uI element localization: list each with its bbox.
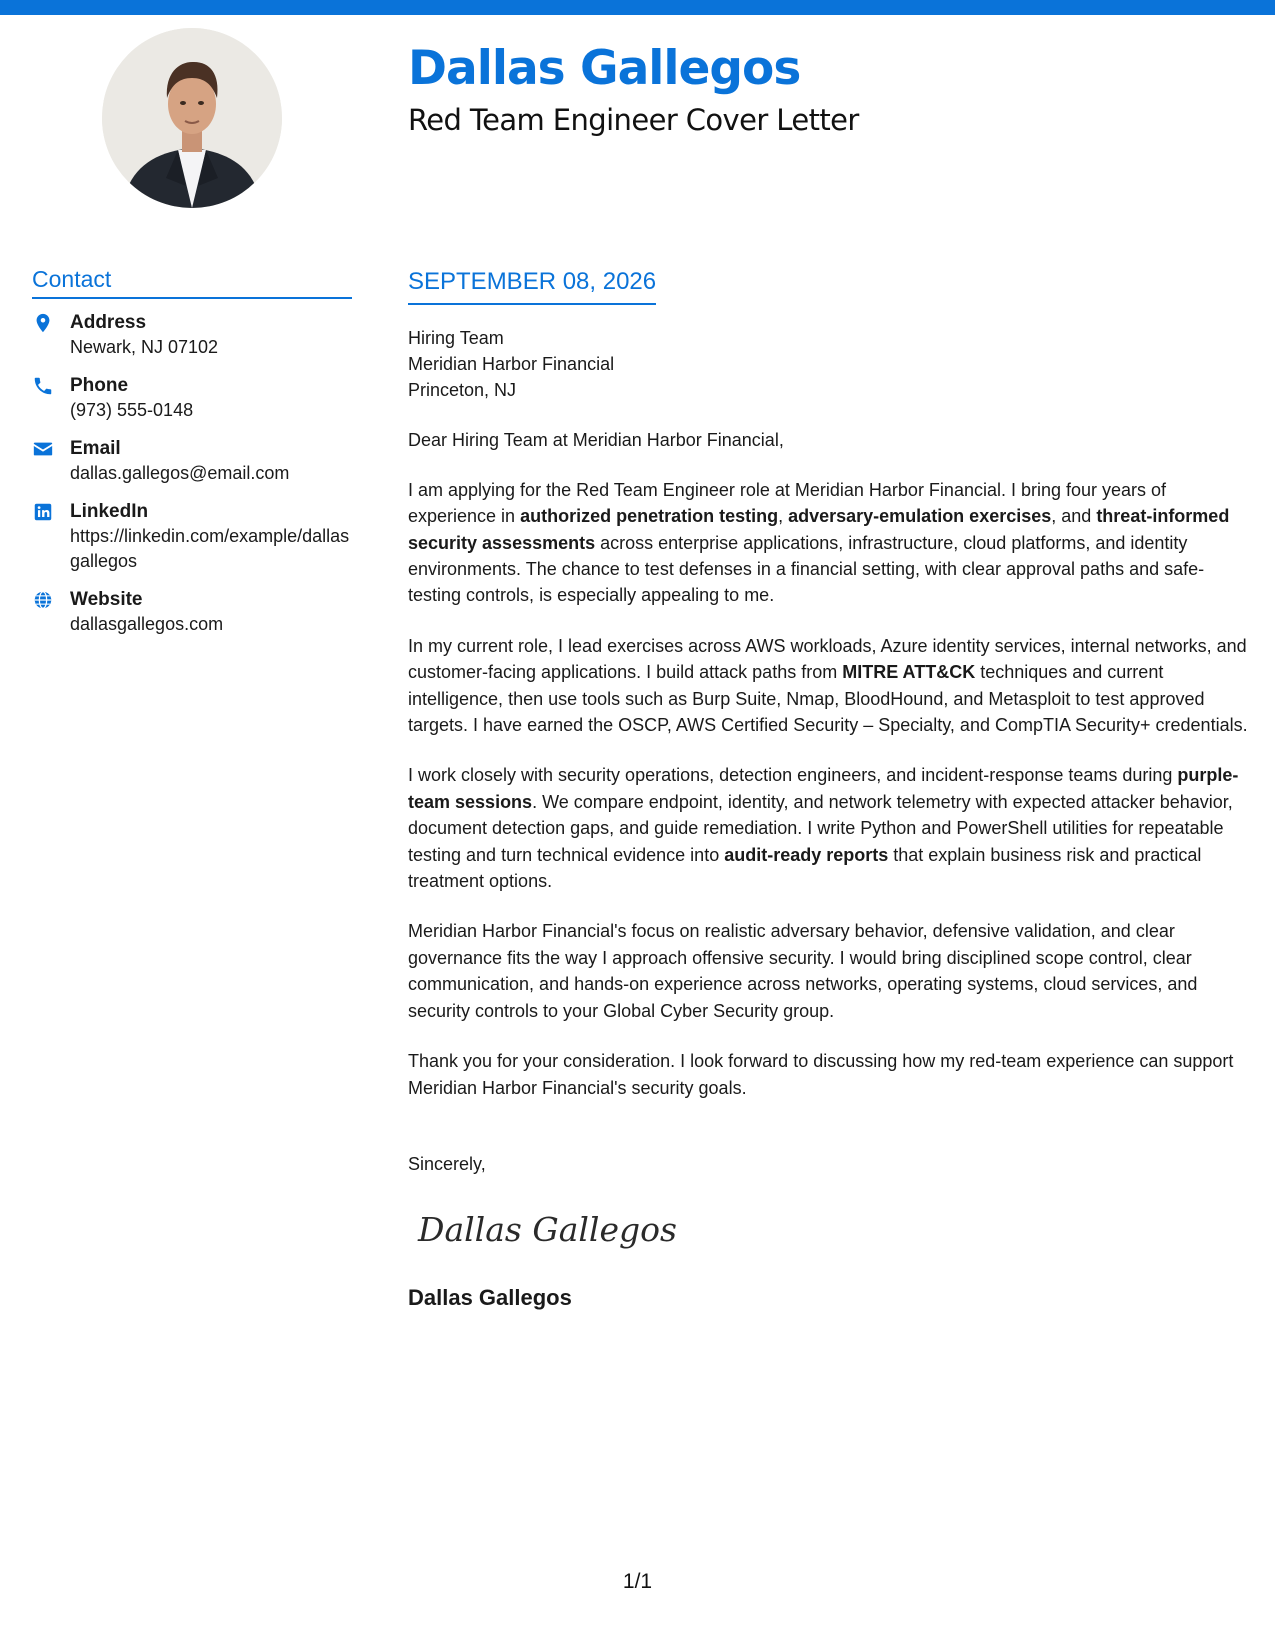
closing: Sincerely, (408, 1153, 486, 1174)
body-paragraph (408, 1048, 1253, 1101)
contact-label: Address (70, 311, 147, 333)
contact-heading: Contact (32, 265, 352, 299)
svg-text:Dallas Gallegos: Dallas Gallegos (418, 1209, 677, 1249)
contact-sidebar (32, 265, 352, 651)
emphasized-phrase: audit-ready reports (724, 844, 889, 865)
paragraph-text: , and (1051, 506, 1097, 527)
salutation: Dear Hiring Team at Meridian Harbor Financial, (408, 429, 784, 450)
website-value[interactable]: dallasgallegos.com (70, 613, 224, 634)
handwritten-signature (414, 1195, 684, 1259)
map-pin-icon (32, 312, 54, 334)
recipient-line: Hiring Team (408, 327, 504, 348)
contact-list (32, 311, 352, 637)
body-paragraph (408, 477, 1253, 609)
envelope-icon (32, 438, 54, 460)
recipient-line: Princeton, NJ (408, 379, 517, 400)
contact-item-phone (32, 374, 352, 423)
document-subtitle: Red Team Engineer Cover Letter (408, 103, 859, 137)
contact-item-email (32, 437, 352, 486)
recipient-line: Meridian Harbor Financial (408, 353, 615, 374)
emphasized-phrase: authorized penetration testing (520, 506, 779, 527)
emphasized-phrase: adversary-emulation exercises (788, 506, 1052, 527)
emphasized-phrase: MITRE ATT&CK (842, 662, 976, 683)
paragraph-text: Thank you for your consideration. I look forward to discussing how my red-team experience can support Meridian Harbor Financial's security goals. (408, 1051, 1234, 1098)
recipient-block (408, 325, 1253, 403)
contact-label: Phone (70, 374, 129, 396)
address-value: Newark, NJ 07102 (70, 336, 219, 357)
body-paragraph (408, 918, 1253, 1024)
paragraph-text: I am applying for the Red Team Engineer role at Meridian Harbor Financial. I bring four years of experience in (408, 479, 1167, 527)
contact-item-linkedin (32, 500, 352, 574)
paragraph-text: , (778, 506, 789, 527)
paragraph-text: techniques and current intelligence, then use tools such as Burp Suite, Nmap, BloodHound, and Metasploit to test approved targets. I have earned the OSCP, AWS Certified Security – Specialty, and CompTIA Security+ credentials. (408, 662, 1248, 736)
email-value[interactable]: dallas.gallegos@email.com (70, 462, 290, 483)
emphasized-phrase: threat-informed security assessments (408, 506, 1230, 553)
contact-label: Website (70, 588, 143, 610)
paragraph-text: across enterprise applications, infrastructure, cloud platforms, and identity environments. The chance to test defenses in a financial setting, with clear approval paths and safe-testing controls, is especially appealing to me. (408, 532, 1205, 606)
body-paragraph (408, 633, 1253, 739)
letter-body (408, 268, 1253, 1311)
phone-value[interactable]: (973) 555-0148 (70, 399, 194, 420)
contact-item-website (32, 588, 352, 637)
emphasized-phrase: purple-team sessions (408, 765, 1239, 812)
page-number: 1/1 (622, 1570, 653, 1593)
contact-label: LinkedIn (70, 500, 149, 522)
profile-photo (102, 28, 282, 208)
contact-label: Email (70, 437, 121, 459)
paragraph-text: I work closely with security operations, detection engineers, and incident-response teams during (408, 765, 1178, 786)
body-paragraph (408, 762, 1253, 894)
paragraph-text: Meridian Harbor Financial's focus on realistic adversary behavior, defensive validation, and clear governance fits the way I approach offensive security. I would bring disciplined scope control, clear communication, and hands-on experience across networks, operating systems, cloud services, and security controls to your Global Cyber Security group. (408, 921, 1198, 1021)
signer-name: Dallas Gallegos (408, 1284, 572, 1310)
applicant-name: Dallas Gallegos (408, 41, 801, 96)
paragraph-text: . We compare endpoint, identity, and network telemetry with expected attacker behavior, document detection gaps, and guide remediation. I write Python and PowerShell utilities for repeatable testing and turn technical evidence into (408, 791, 1233, 865)
phone-icon (32, 375, 54, 397)
globe-icon (32, 589, 54, 611)
paragraph-text: In my current role, I lead exercises across AWS workloads, Azure identity services, internal networks, and customer-facing applications. I build attack paths from (408, 635, 1247, 683)
contact-item-address (32, 311, 352, 360)
letter-date: SEPTEMBER 08, 2026 (408, 268, 656, 305)
linkedin-icon (32, 501, 54, 523)
paragraph-text: that explain business risk and practical treatment options. (408, 844, 1202, 892)
top-accent-bar (0, 0, 1275, 15)
linkedin-value[interactable]: https://linkedin.com/example/dallasgallegos (70, 525, 350, 571)
